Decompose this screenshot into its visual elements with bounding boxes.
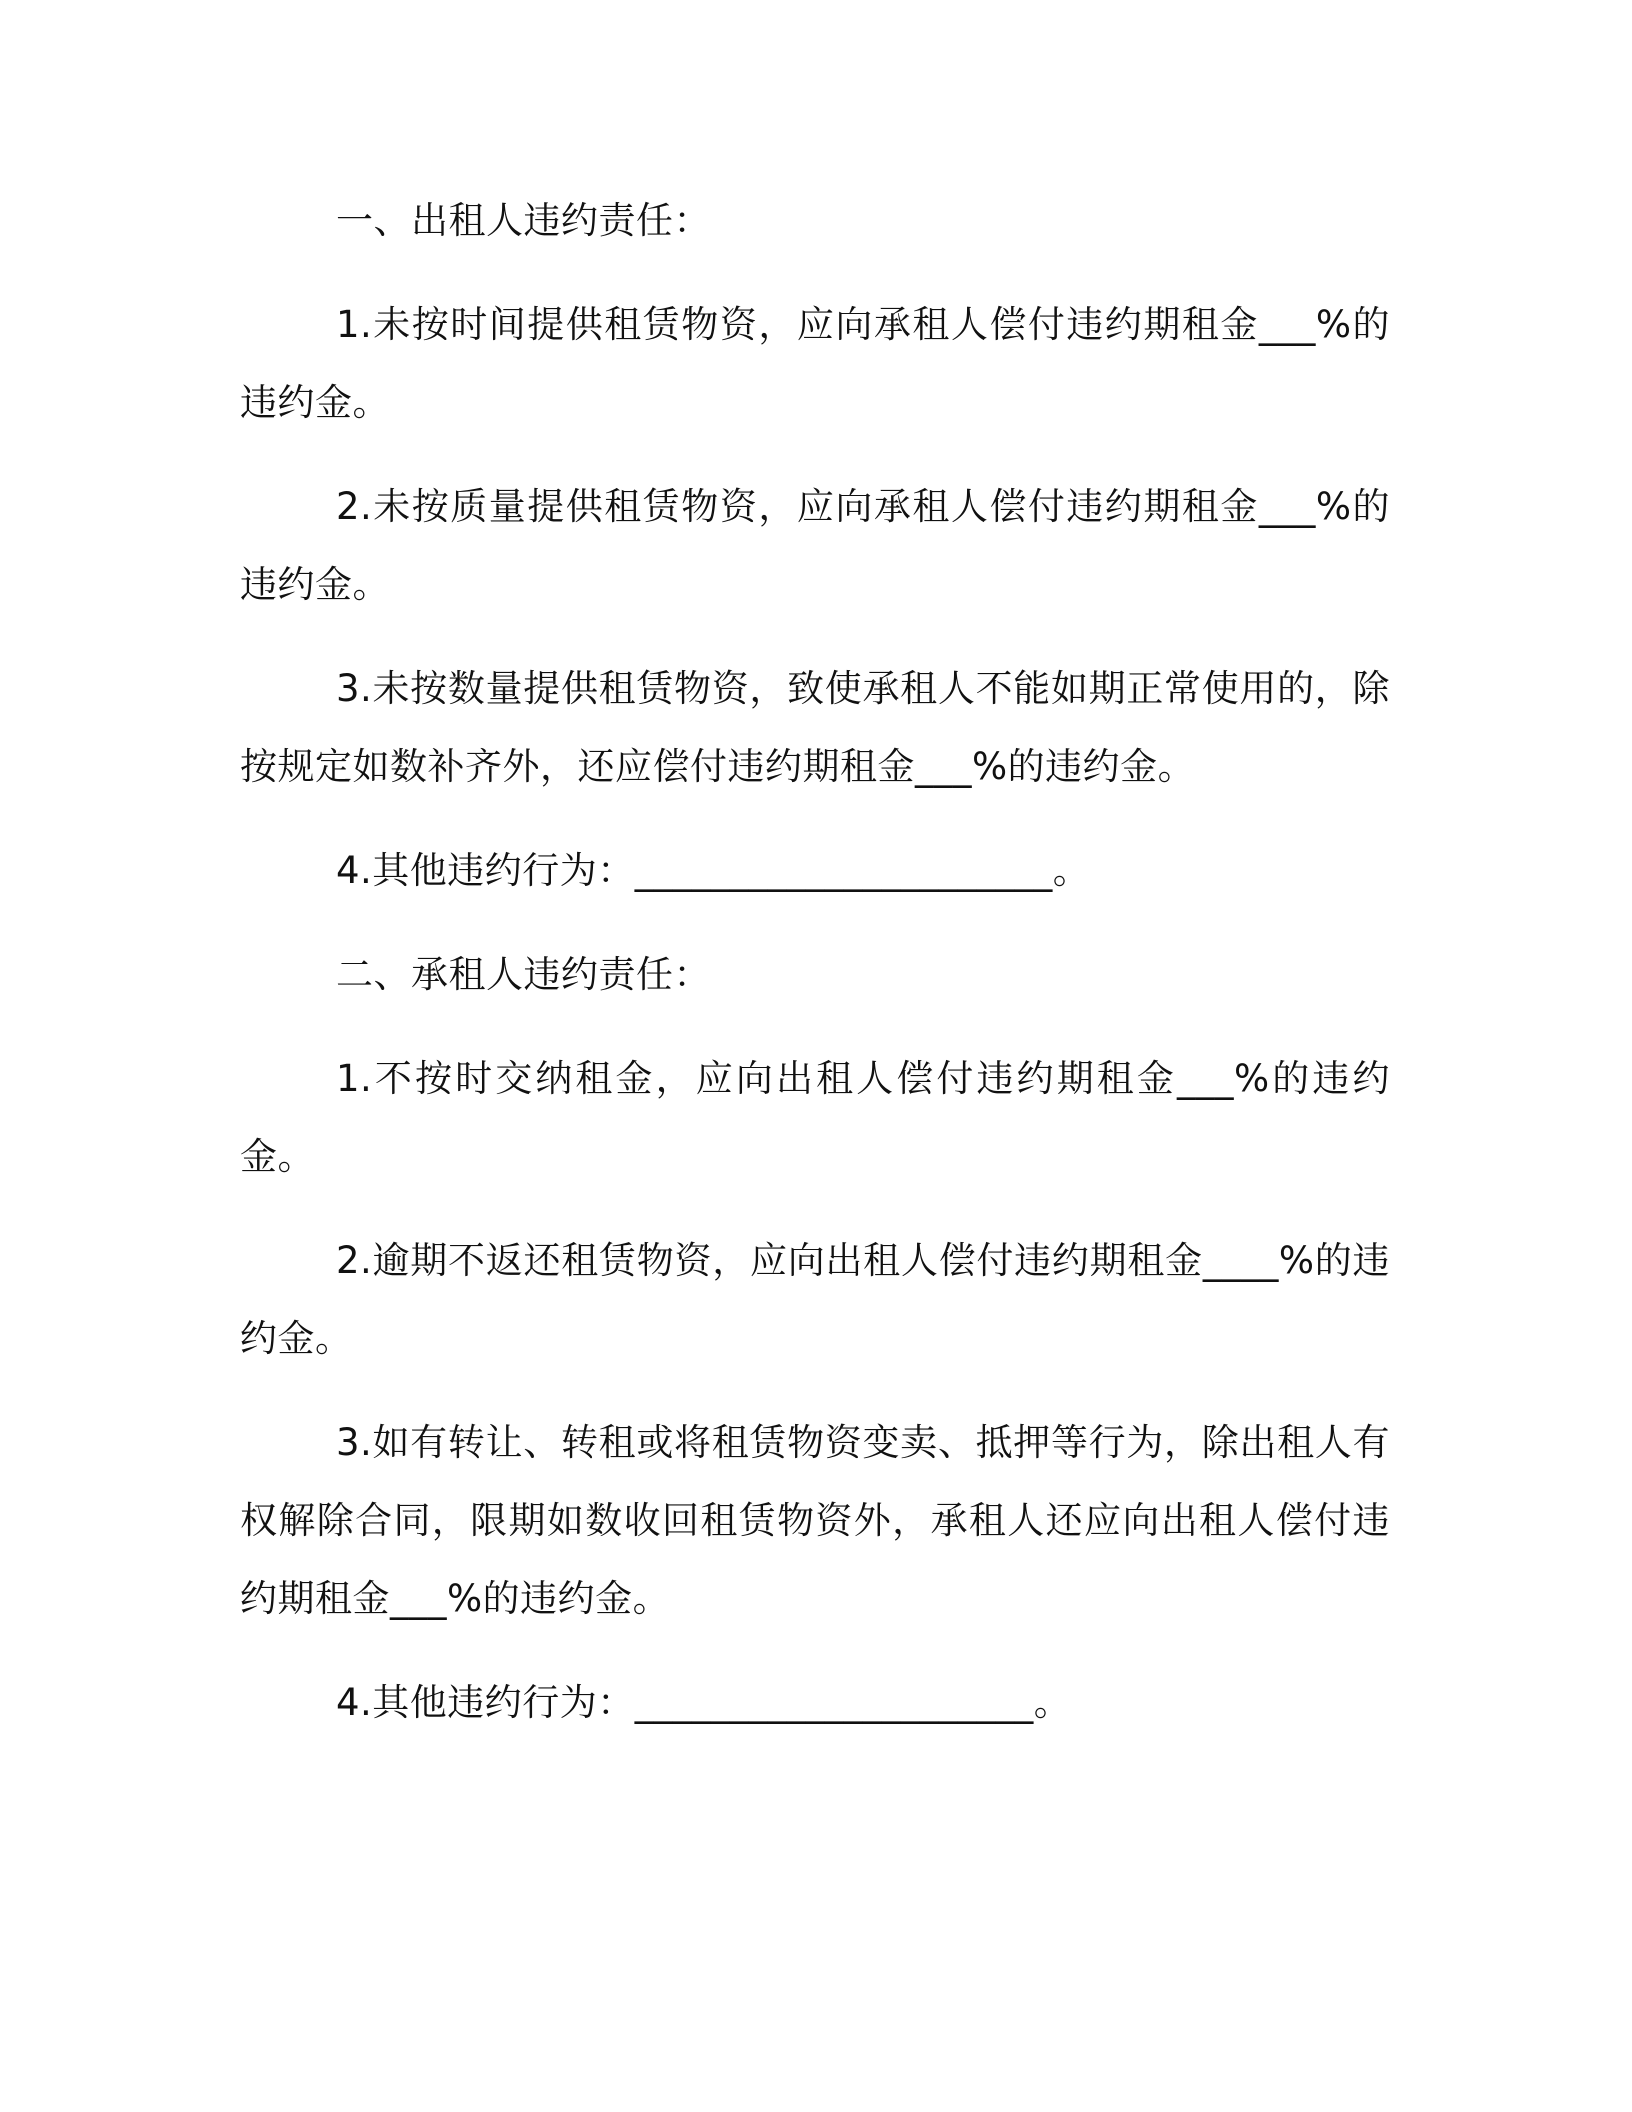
lessor-clause-4: 4.其他违约行为：______________________。 [336,849,1091,892]
lessee-clause-4: 4.其他违约行为：_____________________。 [336,1681,1072,1724]
lessor-clause-3: 3.未按数量提供租赁物资，致使承租人不能如期正常使用的，除按规定如数补齐外，还应偿付违约期租金___%的违约金。 [240,667,1390,788]
lessee-clause-3: 3.如有转让、转租或将租赁物资变卖、抵押等行为，除出租人有权解除合同，限期如数收回租赁物资外，承租人还应向出租人偿付违约期租金___%的违约金。 [240,1421,1390,1620]
lessee-clause-2: 2.逾期不返还租赁物资，应向出租人偿付违约期租金____%的违约金。 [240,1239,1390,1360]
section-heading-lessee-liability: 二、承租人违约责任： [336,953,711,996]
lessee-clause-1: 1.不按时交纳租金，应向出租人偿付违约期租金___%的违约金。 [240,1057,1390,1178]
lessor-clause-1: 1.未按时间提供租赁物资，应向承租人偿付违约期租金___%的违约金。 [240,303,1390,424]
section-heading-lessor-liability: 一、出租人违约责任： [336,199,711,242]
document-body [240,182,1390,1768]
lessor-clause-2: 2.未按质量提供租赁物资，应向承租人偿付违约期租金___%的违约金。 [240,485,1390,606]
